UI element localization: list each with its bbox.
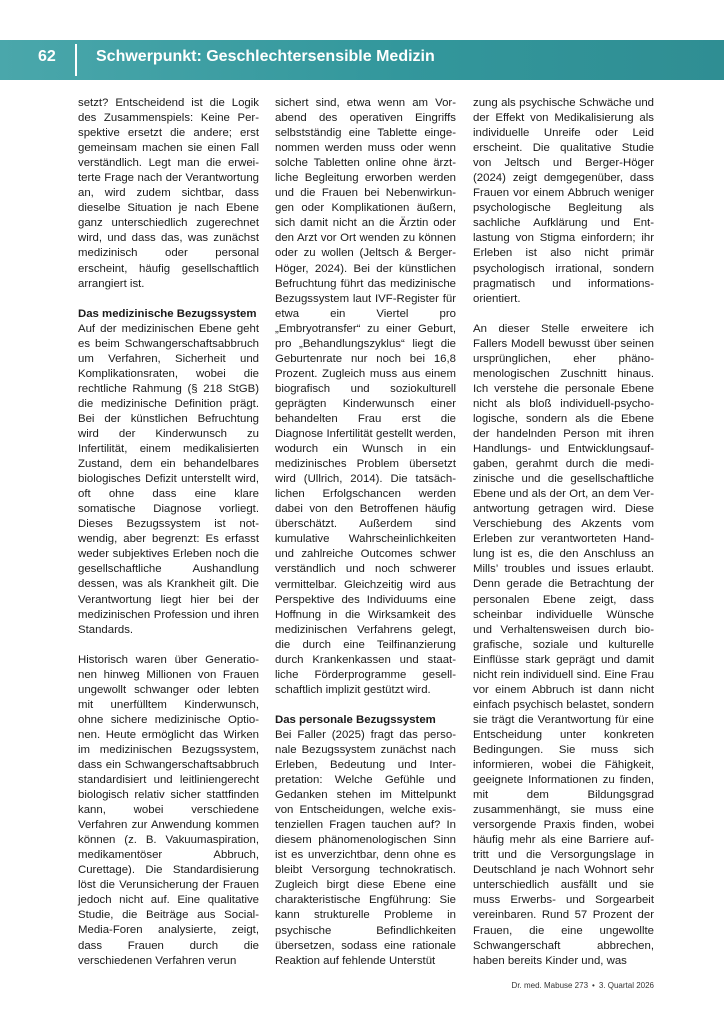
paragraph: An dieser Stelle erweitere ich Fallers Modell bewusst über seinen ursprünglichen, eher phänomenologischen Zuschnitt hinaus. Ich verstehe die personale Ebene nicht als bloß individuell-psychologische, sondern als die Ebene der handelnden Person mit ihren Handlungs- und Entwicklungsaufgaben, gerahmt durch die medizinische und die gesellschaftliche Ebene und als der Ort, an dem Verantwortung getragen wird. Diese Verschiebung des Akzents vom Erleben zur verantworteten Handlung ist es, die den Anschluss an Mills’ troubles und issues erlaubt. Denn gerade die Betrachtung der personalen Ebene zeigt, dass scheinbar individuelle Wünsche und Verhaltensweisen durch biografische, soziale und kulturelle Einflüsse stark geprägt und damit nicht rein individuell sind. Eine Frau vor einem Abbruch ist dann nicht einfach psychisch belastet, sondern sie trägt die Verantwortung für eine Entscheidung unter konkreten Bedingungen. Sie muss sich informieren, wobei die Fähigkeit, geeignete Informationen zu finden, mit dem Bildungsgrad zusammenhängt, sie muss eine versorgende Praxis finden, wobei häufig mehr als eine Barriere auftritt und die Versorgungslage in Deutschland je nach Wohnort sehr unterschiedlich ausfällt und sie muss Erwerbs- und Sorgearbeit vereinbaren. Rund 57 Prozent der Frauen, die eine ungewollte Schwangerschaft abbrechen, haben bereits Kinder und, was — [473, 322, 654, 967]
text-column-1 — [78, 96, 259, 969]
paragraph: zung als psychische Schwäche und der Effekt von Medikalisierung als individuelle Unreife oder Leid erscheint. Die qualitative Studie von Jeltsch und Berger-Höger (2024) zeigt demgegenüber, dass Frauen vor einem Abbruch weniger psychologische Begleitung als sachliche Aufklärung und Entlastung von Stigma einfordern; ihr Erleben ist also nicht primär psychologisch irrational, sondern pragmatisch und informationsorientiert. — [473, 97, 654, 305]
subheading-medical: Das medizinische Bezugssystem — [78, 307, 257, 320]
footer — [512, 981, 654, 990]
header-bar — [0, 40, 724, 80]
journal-name: Dr. med. Mabuse 273 — [511, 981, 589, 990]
section-title: Schwerpunkt: Geschlechtersensible Medizin — [96, 48, 435, 65]
paragraph: setzt? Entscheidend ist die Logik des Zusammenspiels: Keine Perspektive ersetzt die andere; erst gemeinsam machen sie einen Fall verständlich. Legt man die erweiterte Frage nach der Verantwortung an, wird zudem sichtbar, dass dieselbe Situation je nach Ebene ganz unterschiedlich zugerechnet wird, und dass das, was zunächst medizinisch oder personal erscheint, häufig gesellschaftlich arrangiert ist. — [78, 97, 259, 290]
text-column-2 — [275, 96, 456, 969]
text-column-3 — [473, 96, 654, 969]
subheading-personal: Das personale Bezugssystem — [275, 713, 436, 726]
paragraph: Bei Faller (2025) fragt das personale Bezugssystem zunächst nach Erleben, Bedeutung und Interpretation: Welche Gefühle und Gedanken stehen im Mittelpunkt von Entscheidungen, welche existenziellen Fragen tauchen auf? In diesem phänomenologischen Sinn ist es unverzichtbar, denn ohne es bleibt Versorgung technokratisch. Zugleich birgt diese Ebene eine charakteristische Engführung: Sie kann strukturelle Probleme in psychische Befindlichkeiten übersetzen, sodass eine rationale Reaktion auf fehlende Unterstüt — [275, 728, 456, 967]
paragraph: sichert sind, etwa wenn am Vorabend des operativen Eingriffs selbstständig eine Tablette eingenommen werden muss oder wenn solche Tabletten online ohne ärztliche Begleitung erworben werden und die Frauen bei Nebenwirkungen oder Komplikationen äußern, sich damit nicht an die Ärztin oder den Arzt vor Ort wenden zu können oder zu wollen (Jeltsch & Berger-Höger, 2024). Bei der künstlichen Befruchtung führt das medizinische Bezugssystem laut IVF-Register für etwa ein Viertel pro „Embryotransfer“ zu einer Geburt, pro „Behandlungszyklus“ liegt die Geburtenrate nur noch bei 16,8 Prozent. Zugleich muss aus einem biografisch und soziokulturell geprägten Kinderwunsch einer behandelten Frau erst die Diagnose Infertilität gestellt werden, wodurch ein Wunsch in ein medizinisches Problem übersetzt wird (Ullrich, 2014). Die tatsächlichen Erfolgschancen werden dabei von den Betroffenen häufig überschätzt. Außerdem sind kumulative Wahrscheinlichkeiten und zahlreiche Outcomes schwer verständlich und noch schwerer vermittelbar. Gleichzeitig wird aus Perspektive des Individuums eine Hoffnung in die Wirksamkeit des medizinischen Verfahrens gelegt, die durch eine Teilfinanzierung durch Krankenkassen und staatliche Förderprogramme gesellschaftlich implizit gestützt wird. — [275, 97, 456, 696]
paragraph: Auf der medizinischen Ebene geht es beim Schwangerschaftsabbruch um Verfahren, Sicherheit und Komplikationsraten, wobei die rechtliche Rahmung (§ 218 StGB) die medizinische Definition prägt. Bei der künstlichen Befruchtung wird der Kinderwunsch zu Infertilität, einem medikalisierten Zustand, dem ein behandelbares biologisches Defizit unterstellt wird, oft ohne dass eine klare somatische Diagnose vorliegt. Dieses Bezugssystem ist notwendig, aber begrenzt: Es erfasst weder subjektives Erleben noch die gesellschaftliche Aushandlung dessen, was als Krankheit gilt. Die Verantwortung liegt hier bei der medizinischen Profession und ihren Standards. — [78, 322, 259, 636]
header-divider — [75, 44, 77, 76]
journal-issue: 3. Quartal 2026 — [598, 981, 654, 990]
paragraph: Historisch waren über Generationen hinweg Millionen von Frauen ungewollt schwanger oder lebten mit unerfülltem Kinderwunsch, ohne sichere medizinische Optionen. Heute ermöglicht das Wirken im medizinischen Bezugssystem, dass ein Schwangerschaftsabbruch standardisiert und leitliniengerecht biologisch relativ sicher stattfinden kann, wobei verschiedene Verfahren zur Anwendung kommen können (z. B. Vakuumaspiration, medikamentöser Abbruch, Curettage). Die Standardisierung löst die Verunsicherung der Frauen jedoch nicht auf. Eine qualitative Studie, die Beiträge aus Social-Media-Foren analysierte, zeigt, dass Frauen durch die verschiedenen Verfahren verun — [78, 653, 259, 967]
footer-separator: • — [592, 981, 595, 990]
page-number: 62 — [38, 48, 56, 65]
